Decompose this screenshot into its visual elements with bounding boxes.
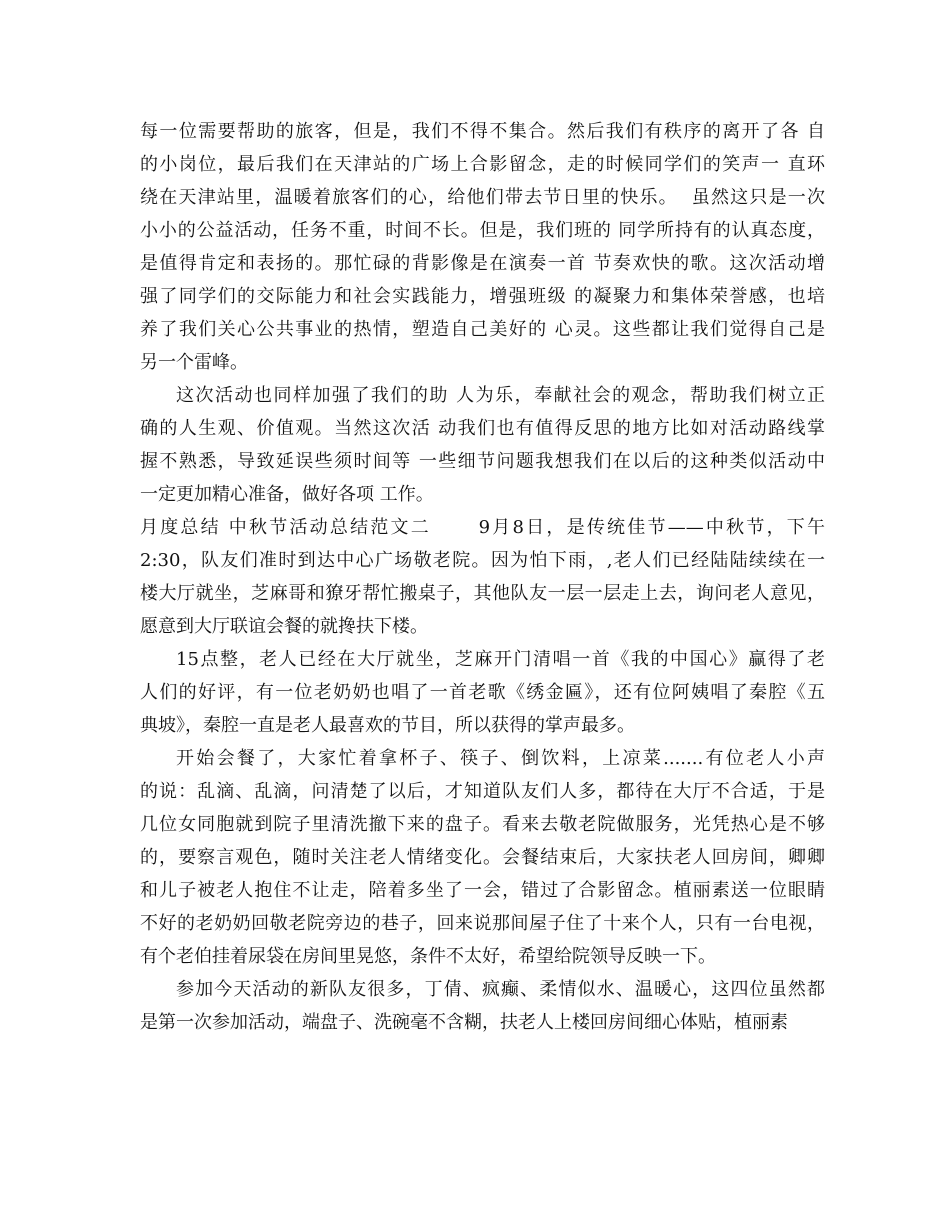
paragraph	[140, 115, 825, 379]
text-line: 养了我们关心公共事业的热情，塑造自己美好的 心灵。这些都让我们觉得自己是	[140, 319, 825, 340]
text-line: 是第一次参加活动，端盘子、洗碗毫不含糊，扶老人上楼回房间细心体贴，植丽素	[140, 1012, 788, 1033]
text-line: 的说：乱滴、乱滴，问清楚了以后，才知道队友们人多，都待在大厅不合适，于是	[140, 781, 825, 802]
text-line: 愿意到大厅联谊会餐的就搀扶下楼。	[140, 616, 428, 637]
document-body	[140, 115, 825, 1039]
text-line: 楼大厅就坐，芝麻哥和獠牙帮忙搬桌子，其他队友一层一层走上去，询问老人意见，	[140, 583, 825, 604]
text-line: 绕在天津站里，温暖着旅客们的心，给他们带去节日里的快乐。 虽然这只是一次	[140, 187, 825, 208]
text-line: 强了同学们的交际能力和社会实践能力，增强班级 的凝聚力和集体荣誉感，也培	[140, 286, 825, 307]
paragraph	[140, 973, 825, 1039]
text-line: 握不熟悉，导致延误些须时间等 一些细节问题我想我们在以后的这种类似活动中	[140, 451, 825, 472]
text-line: 每一位需要帮助的旅客，但是，我们不得不集合。然后我们有秩序的离开了各 自	[140, 121, 825, 142]
text-line: 小小的公益活动，任务不重，时间不长。但是，我们班的 同学所持有的认真态度，	[140, 220, 825, 241]
text-line: 和儿子被老人抱住不让走，陪着多坐了一会，错过了合影留念。植丽素送一位眼睛	[140, 880, 825, 901]
text-line: 15点整，老人已经在大厅就坐，芝麻开门清唱一首《我的中国心》赢得了老	[176, 649, 825, 670]
text-line: 另一个雷峰。	[140, 352, 248, 373]
text-line: 典坡》，秦腔一直是老人最喜欢的节目，所以获得的掌声最多。	[140, 715, 635, 736]
paragraph	[140, 511, 825, 643]
text-line: 2:30，队友们准时到达中心广场敬老院。因为怕下雨，,老人们已经陆陆续续在一	[140, 550, 825, 571]
text-line: 月度总结 中秋节活动总结范文二 9月8日，是传统佳节——中秋节，下午	[140, 517, 825, 538]
text-line: 人们的好评，有一位老奶奶也唱了一首老歌《绣金匾》，还有位阿姨唱了秦腔《五	[140, 682, 825, 703]
text-line: 是值得肯定和表扬的。那忙碌的背影像是在演奏一首 节奏欢快的歌。这次活动增	[140, 253, 825, 274]
text-line: 确的人生观、价值观。当然这次活 动我们也有值得反思的地方比如对活动路线掌	[140, 418, 825, 439]
paragraph	[140, 742, 825, 973]
text-line: 开始会餐了，大家忙着拿杯子、筷子、倒饮料，上凉菜.......有位老人小声	[176, 748, 825, 769]
paragraph	[140, 643, 825, 742]
text-line: 几位女同胞就到院子里清洗撤下来的盘子。看来去敬老院做服务，光凭热心是不够	[140, 814, 825, 835]
text-line: 的，要察言观色，随时关注老人情绪变化。会餐结束后，大家扶老人回房间，卿卿	[140, 847, 825, 868]
paragraph	[140, 379, 825, 511]
text-line: 这次活动也同样加强了我们的助 人为乐，奉献社会的观念，帮助我们树立正	[176, 385, 825, 406]
text-line: 参加今天活动的新队友很多，丁倩、疯癫、柔情似水、温暖心，这四位虽然都	[176, 979, 825, 1000]
text-line: 有个老伯挂着尿袋在房间里晃悠，条件不太好，希望给院领导反映一下。	[140, 946, 716, 967]
text-line: 一定更加精心准备，做好各项 工作。	[140, 484, 434, 505]
text-line: 的小岗位，最后我们在天津站的广场上合影留念，走的时候同学们的笑声一 直环	[140, 154, 825, 175]
text-line: 不好的老奶奶回敬老院旁边的巷子，回来说那间屋子住了十来个人，只有一台电视，	[140, 913, 825, 934]
